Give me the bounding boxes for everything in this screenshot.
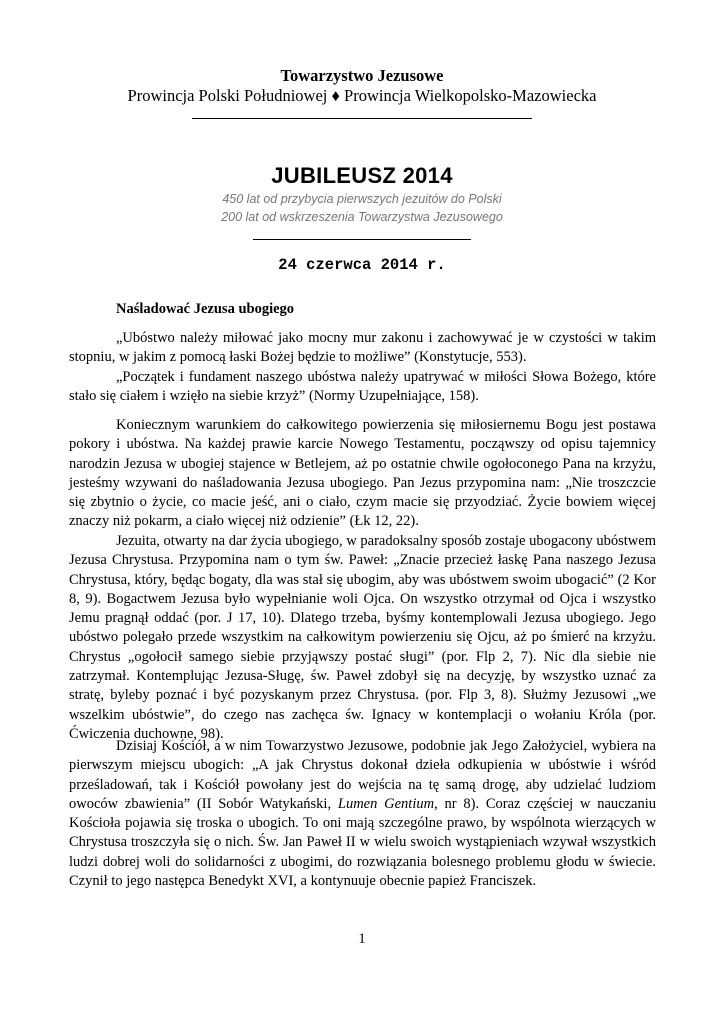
paragraph-church-and-poor — [69, 737, 656, 891]
header-divider — [192, 118, 532, 119]
jubilee-title: JUBILEUSZ 2014 — [271, 163, 453, 188]
jubilee-subtitle-2: 200 lat od wskrzeszenia Towarzystwa Jezusowego — [221, 210, 503, 224]
paragraph-text-segment: , nr 8). Coraz częściej w nauczaniu Kościoła pojawia się troska o ubogich. To oni mają szczególne prawo, by wspólnota wierzących w Chrystusa troszczyła się o nich. Św. Jan Paweł II w wielu swoich wystąpieniach wzywał wszystkich ludzi dobrej woli do solidarności z ubogimi, do rozwiązania bolesnego problemu głodu w świecie. Czynił to jego następca Benedykt XVI, a kontynuuje obecnie papież Franciszek. — [69, 795, 656, 890]
paragraph-poverty-humility: Koniecznym warunkiem do całkowitego powierzenia się miłosiernemu Bogu jest postawa pokory i ubóstwa. Na każdej prawie karcie Nowego Testamentu, począwszy od opisu tajemnicy narodzin Jezusa w ubogiej stajence w Betlejem, aż po ostatnie chwile ogołoconego Pana na krzyżu, jesteśmy wzywani do naśladowania Jezusa ubogiego. Pan Jezus przypomina nam: „Nie troszczcie się zbytnio o życie, co macie jeść, ani o ciało, czym macie się przyodziać. Życie bowiem więcej znaczy niż pokarm, a ciało więcej niż odzienie” (Łk 12, 22). — [69, 417, 656, 530]
page-number: 1 — [358, 931, 366, 947]
paragraph-text-segment: Dzisiaj Kościół, a w nim Towarzystwo Jezusowe, podobnie jak Jego Założyciel, wybiera na pierwszym miejscu ubogich: „A jak Chrystus dokonał dzieła odkupienia w ubóstwie i wśród prześladowań, tak i Kościół powołany jest do wejścia na tę samą drogę, aby udzielać ludziom owoców zbawienia” (II Sobór Watykański, — [69, 738, 656, 812]
organization-name: Towarzystwo Jezusowe — [280, 66, 444, 85]
document-title-italic: Lumen Gentium — [337, 795, 435, 812]
section-title: Naśladować Jezusa ubogiego — [116, 301, 295, 317]
document-date: 24 czerwca 2014 r. — [278, 256, 446, 274]
paragraph-quote-norms: „Początek i fundament naszego ubóstwa należy upatrywać w miłości Słowa Bożego, które stało się ciałem i wzięło na siebie krzyż” (Normy Uzupełniające, 158). — [69, 369, 656, 405]
provinces-line: Prowincja Polski Południowej ♦ Prowincja Wielkopolsko-Mazowiecka — [127, 86, 597, 105]
jubilee-subtitle-1: 450 lat od przybycia pierwszych jezuitów do Polski — [222, 192, 502, 206]
paragraph-quote-constitutions: „Ubóstwo należy miłować jako mocny mur zakonu i zachowywać je w czystości w takim stopniu, w jakim z pomocą łaski Bożej będzie to możliwe” (Konstytucje, 553). — [69, 330, 656, 366]
jubilee-divider — [253, 239, 471, 240]
paragraph-jesuit-poverty: Jezuita, otwarty na dar życia ubogiego, w paradoksalny sposób zostaje ubogacony ubóstwem Jezusa Chrystusa. Przypomina nam o tym św. Paweł: „Znacie przecież łaskę Pana naszego Jezusa Chrystusa, który, będąc bogaty, dla was stał się ubogim, aby was ubóstwem swoim ubogacić” (2 Kor 8, 9). Bogactwem Jezusa było wypełnianie woli Ojca. On wszystko otrzymał od Ojca i wszystko Jemu pragnął oddać (por. J 17, 10). Dlatego trzeba, byśmy kontemplowali Jezusa ubogiego. Jego ubóstwo polegało przede wszystkim na całkowitym powierzeniu się Ojcu, aż po śmierć na krzyżu. Chrystus „ogołocił samego siebie przyjąwszy postać sługi” (por. Flp 2, 7). Nic dla siebie nie zatrzymał. Kontemplując Jezusa-Sługę, św. Paweł zdobył się na decyzję, by wszystko uznać za stratę, byleby poznać i być pozyskanym przez Chrystusa. (por. Flp 3, 8). Służmy Jezusowi „we wszelkim ubóstwie”, do czego nas zachęca św. Ignacy w kontemplacji o wołaniu Króla (por. Ćwiczenia duchowne, 98). — [69, 533, 656, 742]
